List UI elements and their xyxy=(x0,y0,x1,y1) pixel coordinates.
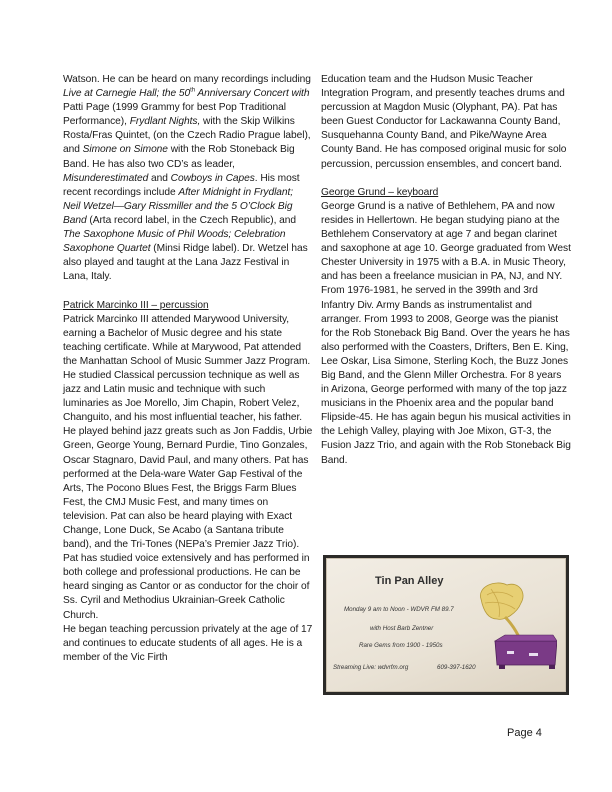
section-heading-marcinko: Patrick Marcinko III – percussion xyxy=(63,299,209,311)
text-run: with the Skip Wilkins Rosta/Fras Quintet, (on the Czech Radio Prague label), and xyxy=(63,116,311,156)
card-title: Tin Pan Alley xyxy=(375,575,444,587)
recording-title: Misunderestimated xyxy=(63,172,149,184)
recording-title: The Saxophone Music of Phil Woods; Celebration Saxophone Quartet xyxy=(63,229,286,255)
radio-show-card xyxy=(326,558,566,692)
text-run: and xyxy=(148,172,171,184)
recording-title: Live at Carnegie Hall; the 50 xyxy=(63,88,191,100)
recording-title: Simone on Simone xyxy=(82,144,168,156)
recording-title: Anniversary Concert with xyxy=(195,88,310,100)
card-phone: 609-397-1620 xyxy=(437,664,476,671)
recording-title: After Midnight in Frydlant; Neil Wetzel—Gary Rissmiller and the 5 O’Clock Big Band xyxy=(63,186,294,226)
phonograph-horn xyxy=(480,583,523,637)
grund-paragraph: George Grund is a native of Bethlehem, PA and now resides in Hellertown. He began studying piano at the Bethlehem Conservatory at age 7 and began clarinet and saxophone at age 10. George graduated from West Chester University in 1975 with a B.A. in Music Theory, and has been a freelance musician in PA, NJ, and NY. From 1976-1981, he served in the 399th and 3rd Infantry Div. Army Bands as instrumentalist and arranger. From 1993 to 2008, George was the pianist for the Rob Stoneback Big Band. Over the years he has also performed with the Coasters, Drifters, Ben E. King, Lee Oskar, Lisa Simone, Sterling Koch, the Buzz Jones Big Band, and the Glenn Miller Orchestra. For 8 years in Arizona, George performed with many of the top jazz musicians in the Phoenix area and the popular band Flipside-45. He has again begun his musical activities in the Lehigh Valley, playing with Joe Mixon, GT-3, the Fusion Jazz Trio, and again with the Rob Stoneback Big Band. xyxy=(321,200,571,466)
text-run: (Minsi Ridge label). Dr. Wetzel has also played and taught at the Lana Jazz Festival in Lana, Italy. xyxy=(63,243,308,283)
text-run: (Arta record label, in the Czech Republic), and xyxy=(86,214,296,226)
superscript: th xyxy=(190,87,196,94)
spacer xyxy=(321,172,571,186)
card-tagline: Rare Gems from 1900 - 1950s xyxy=(359,642,443,649)
section-heading-grund: George Grund – keyboard xyxy=(321,186,439,198)
phonograph-icon xyxy=(475,581,557,673)
page-number: Page 4 xyxy=(507,727,542,739)
text-run: . His most recent recordings include xyxy=(63,172,300,198)
card-host: with Host Barb Zentner xyxy=(370,625,434,632)
radio-show-card-image xyxy=(323,555,569,695)
card-streaming: Streaming Live: wdvrfm.org xyxy=(333,664,409,671)
marcinko-paragraph: Pat has studied voice extensively and has performed in both college and professional productions. He can be heard singing as Cantor or as conductor for the choir of Ss. Cyril and Methodius Ukrainian-Greek Catholic Church. xyxy=(63,553,310,621)
card-schedule: Monday 9 am to Noon - WDVR FM 89.7 xyxy=(344,606,454,613)
right-column xyxy=(321,73,571,468)
marcinko-paragraph: Patrick Marcinko III attended Marywood University, earning a Bachelor of Music degree and his state teaching certificate. While at Marywood, Pat attended the Manhattan School of Music Summer Jazz Program. He studied Classical percussion technique as well as jazz and Latin music and technique with such luminaries as Joe Morello, Jim Chapin, Robert Velez, Changuito, and his most influential teacher, his father. xyxy=(63,313,311,424)
marcinko-paragraph: He played behind jazz greats such as Jon Faddis, Urbie Green, George Young, Bernard Purdie, Tino Gonzales, Oscar Stagnaro, David Paul, and many others. Pat has performed at the Dela-ware Water Gap Festival of the Arts, The Pocono Blues Fest, the Briggs Farm Blues Fest, the CMJ Music Fest, and many times on television. Pat can also be heard playing with Exact Change, Lone Duck, Se Acabo (a Santana tribute band), and the Tri-Tones (NEPa’s Premier Jazz Trio). xyxy=(63,426,313,551)
wetzel-bio-continuation xyxy=(63,73,313,284)
left-column xyxy=(63,73,313,665)
text-run: Watson. He can be heard on many recordings including xyxy=(63,74,311,85)
text-run: with the Rob Stoneback Big Band. He has also two CD’s as leader, xyxy=(63,144,295,170)
phonograph-base xyxy=(495,635,557,669)
text-run: Patti Page (1999 Grammy for best Pop Traditional Performance), xyxy=(63,102,286,128)
recording-title: Frydlant Nights, xyxy=(129,116,201,128)
marcinko-bio-continuation: Education team and the Hudson Music Teacher Integration Program, and presently teaches drums and percussion at Magdon Music (Olyphant, PA). Pat has been Guest Conductor for Lackawanna County Band, Susquehanna County Band, and Pike/Wayne Area County Band. He has composed original music for solo percussion, percussion ensembles, and concert band. xyxy=(321,74,567,170)
marcinko-paragraph: He began teaching percussion privately at the age of 17 and continues to educate students of all ages. He is a member of the Vic Firth xyxy=(63,623,313,663)
recording-title: Cowboys in Capes xyxy=(170,172,255,184)
spacer xyxy=(63,284,313,298)
